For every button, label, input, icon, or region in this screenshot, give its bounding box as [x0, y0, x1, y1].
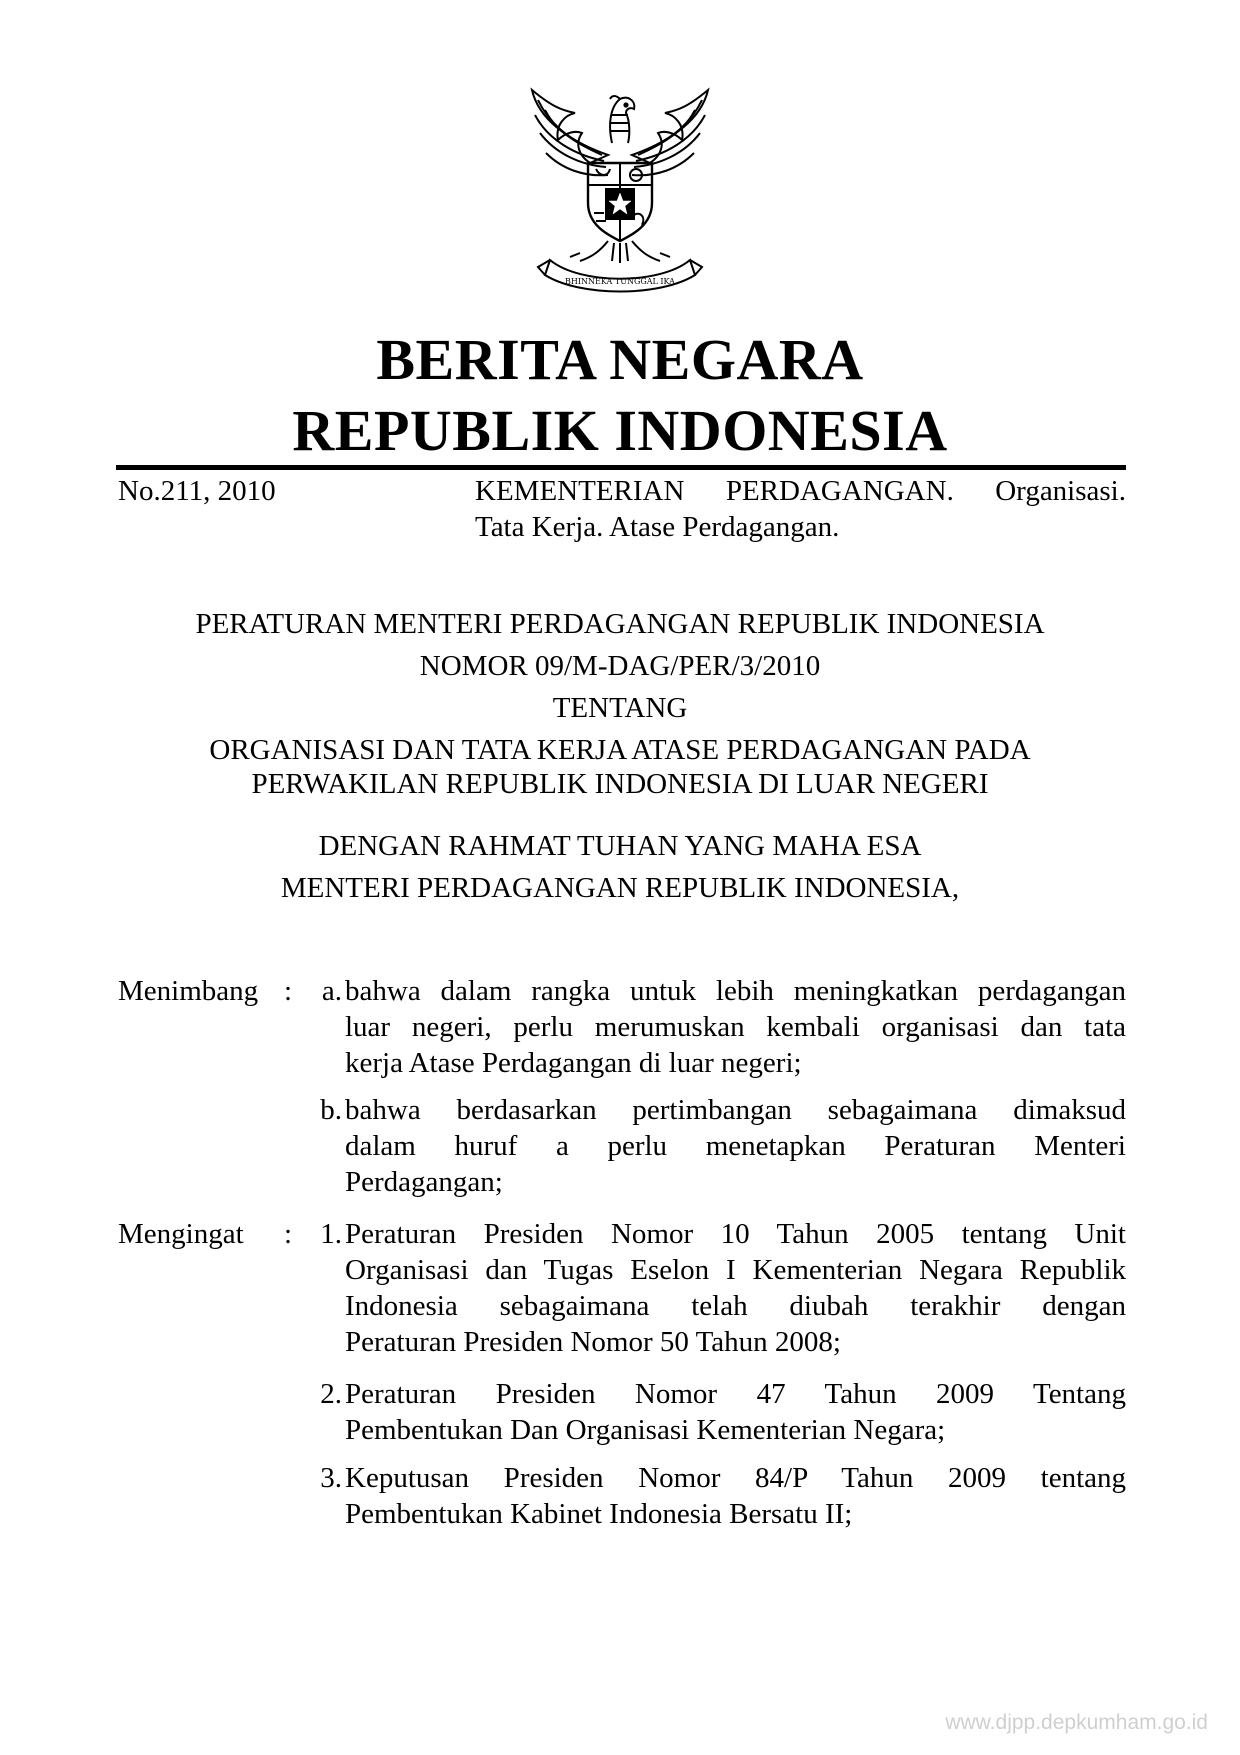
text-line: Peraturan Presiden Nomor 50 Tahun 2008; — [345, 1326, 841, 1358]
regulation-tentang: TENTANG — [552, 692, 688, 724]
mengingat-mark-2: 2. — [320, 1378, 342, 1410]
garuda-emblem-icon — [520, 85, 720, 297]
menimbang-mark-b: b. — [320, 1094, 342, 1126]
mengingat-label: Mengingat — [118, 1218, 244, 1250]
regulation-subject-line1: ORGANISASI DAN TATA KERJA ATASE PERDAGANGAN PADA — [209, 734, 1031, 766]
menimbang-colon: : — [284, 975, 293, 1007]
text-line: luar negeri, perlu merumuskan kembali organisasi dan tata — [345, 1011, 1126, 1043]
text-line: Organisasi dan Tugas Eselon I Kementerian Negara Republik — [345, 1254, 1126, 1286]
watermark-url: www.djpp.depkumham.go.id — [945, 1711, 1208, 1734]
text-line: bahwa dalam rangka untuk lebih meningkatkan perdagangan — [345, 975, 1126, 1007]
menimbang-item-b — [345, 1092, 1126, 1200]
regulation-subject-line2: PERWAKILAN REPUBLIK INDONESIA DI LUAR NEGERI — [251, 768, 989, 800]
text-line: Peraturan Presiden Nomor 47 Tahun 2009 Tentang — [345, 1378, 1126, 1410]
text-line: Perdagangan; — [345, 1166, 503, 1198]
text-line: bahwa berdasarkan pertimbangan sebagaimana dimaksud — [345, 1094, 1126, 1126]
masthead-divider — [116, 465, 1126, 470]
mengingat-item-1 — [345, 1216, 1126, 1360]
mengingat-mark-3: 3. — [320, 1462, 342, 1494]
gazette-subject-line1: KEMENTERIAN PERDAGANGAN. Organisasi. — [475, 475, 1126, 507]
preamble-line2: MENTERI PERDAGANGAN REPUBLIK INDONESIA, — [280, 872, 960, 904]
menimbang-label: Menimbang — [118, 975, 259, 1007]
regulation-number: NOMOR 09/M-DAG/PER/3/2010 — [419, 650, 821, 682]
gazette-subject — [475, 473, 1126, 545]
text-line: dalam huruf a perlu menetapkan Peraturan Menteri — [345, 1130, 1126, 1162]
mengingat-item-2 — [345, 1376, 1126, 1448]
gazette-subject-line2: Tata Kerja. Atase Perdagangan. — [475, 511, 840, 543]
text-line: Pembentukan Kabinet Indonesia Bersatu II; — [345, 1498, 853, 1530]
text-line: Pembentukan Dan Organisasi Kementerian Negara; — [345, 1414, 946, 1446]
text-line: Keputusan Presiden Nomor 84/P Tahun 2009 tentang — [345, 1462, 1126, 1494]
mengingat-colon: : — [284, 1218, 293, 1250]
gazette-number: No.211, 2010 — [118, 475, 276, 507]
text-line: Peraturan Presiden Nomor 10 Tahun 2005 tentang Unit — [345, 1218, 1126, 1250]
text-line: kerja Atase Perdagangan di luar negeri; — [345, 1047, 802, 1079]
mengingat-item-3 — [345, 1460, 1126, 1532]
menimbang-mark-a: a. — [321, 975, 342, 1007]
svg-text:BHINNEKA TUNGGAL IKA: BHINNEKA TUNGGAL IKA — [565, 277, 675, 286]
regulation-title-line1: PERATURAN MENTERI PERDAGANGAN REPUBLIK INDONESIA — [195, 608, 1045, 640]
text-line: Indonesia sebagaimana telah diubah terakhir dengan — [345, 1290, 1126, 1322]
masthead-title-line1: BERITA NEGARA — [376, 327, 864, 392]
masthead-title-line2: REPUBLIK INDONESIA — [292, 398, 948, 463]
preamble-line1: DENGAN RAHMAT TUHAN YANG MAHA ESA — [318, 830, 922, 862]
menimbang-item-a — [345, 973, 1126, 1081]
mengingat-mark-1: 1. — [320, 1218, 342, 1250]
